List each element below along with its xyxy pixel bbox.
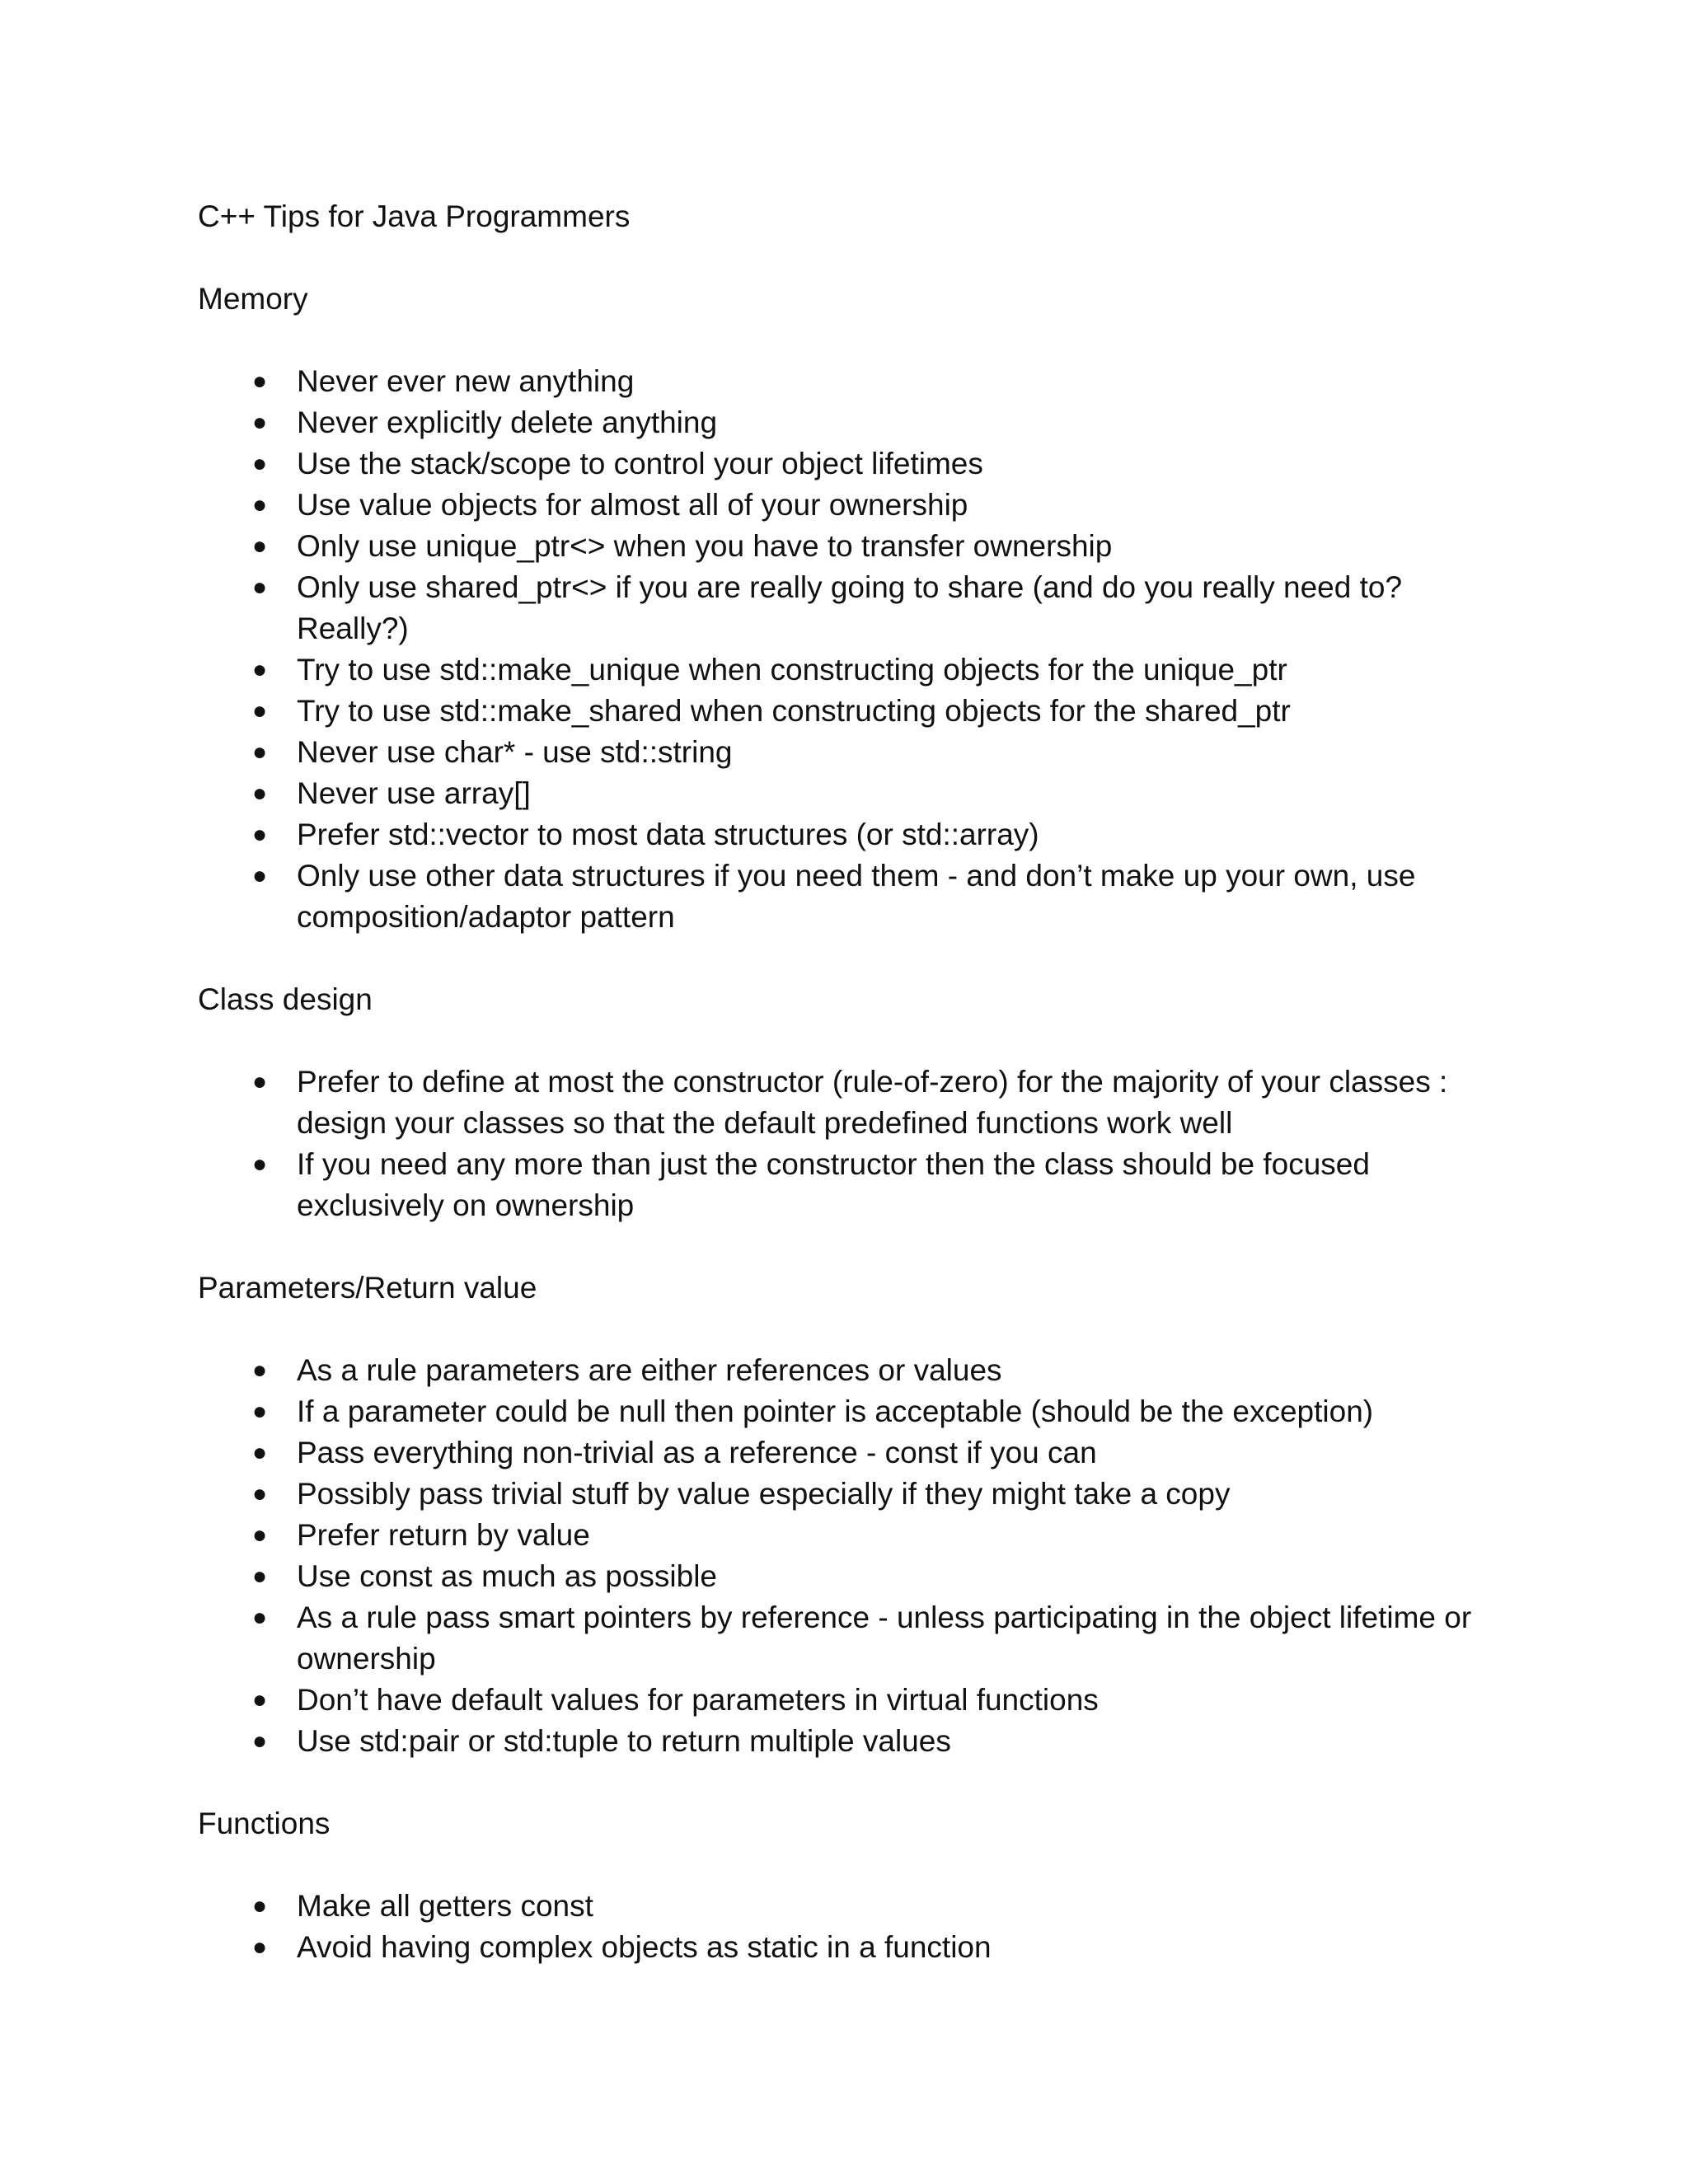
list-item (198, 1721, 1484, 1762)
bullet-icon: ● (251, 574, 268, 601)
bullet-icon: ● (251, 780, 268, 807)
list-item (198, 773, 1484, 814)
list-item (198, 814, 1484, 855)
list-item (198, 1144, 1484, 1226)
list-item-text: Make all getters const (297, 1889, 593, 1923)
list-item-text: Use value objects for almost all of your ownership (297, 488, 968, 522)
bullet-icon: ● (251, 697, 268, 724)
list-item-text: If a parameter could be null then pointer is acceptable (should be the exception) (297, 1394, 1374, 1428)
list-item (198, 1474, 1484, 1515)
bullet-icon: ● (251, 821, 268, 848)
list-item-text: Avoid having complex objects as static in a function (297, 1930, 992, 1964)
list-item-text: As a rule parameters are either references or values (297, 1353, 1002, 1387)
list-item-text: Prefer to define at most the constructor (rule-of-zero) for the majority of your classes : design your classes so that the default predefined functions work well (297, 1065, 1448, 1140)
bullet-list (198, 1350, 1484, 1762)
list-item-text: Use std:pair or std:tuple to return multiple values (297, 1724, 951, 1758)
list-item (198, 649, 1484, 691)
list-item-text: Only use shared_ptr<> if you are really going to share (and do you really need to? Really?) (297, 570, 1403, 645)
bullet-icon: ● (251, 1357, 268, 1384)
bullet-icon: ● (251, 1686, 268, 1713)
bullet-list (198, 1886, 1484, 1968)
bullet-icon: ● (251, 1480, 268, 1507)
bullet-icon: ● (251, 532, 268, 560)
list-item-text: Prefer std::vector to most data structures (or std::array) (297, 818, 1039, 851)
section-class-design (198, 979, 1484, 1226)
bullet-icon: ● (251, 1563, 268, 1590)
list-item-text: As a rule pass smart pointers by reference - unless participating in the object lifetime or ownership (297, 1601, 1472, 1675)
list-item (198, 1597, 1484, 1680)
list-item-text: Don’t have default values for parameters in virtual functions (297, 1683, 1099, 1717)
list-item (198, 1391, 1484, 1432)
bullet-icon: ● (251, 862, 268, 889)
bullet-icon: ● (251, 738, 268, 766)
list-item-text: Use const as much as possible (297, 1559, 718, 1593)
bullet-icon: ● (251, 1439, 268, 1466)
bullet-icon: ● (251, 409, 268, 436)
bullet-icon: ● (251, 491, 268, 518)
document-page (198, 196, 1484, 2009)
section-heading: Memory (198, 282, 308, 316)
bullet-list (198, 1062, 1484, 1226)
list-item (198, 567, 1484, 649)
section-heading: Parameters/Return value (198, 1271, 537, 1305)
list-item-text: Only use other data structures if you need them - and don’t make up your own, use composition/adaptor pattern (297, 859, 1416, 934)
bullet-icon: ● (251, 1151, 268, 1178)
list-item (198, 443, 1484, 485)
list-item-text: Pass everything non-trivial as a reference - const if you can (297, 1436, 1097, 1469)
list-item (198, 1927, 1484, 1968)
list-item (198, 1062, 1484, 1144)
bullet-icon: ● (251, 1398, 268, 1425)
list-item (198, 485, 1484, 526)
list-item (198, 361, 1484, 402)
bullet-icon: ● (251, 1068, 268, 1095)
list-item (198, 1556, 1484, 1597)
list-item (198, 691, 1484, 732)
list-item (198, 526, 1484, 567)
list-item-text: Never ever new anything (297, 364, 635, 398)
list-item-text: Never use char* - use std::string (297, 735, 733, 769)
list-item (198, 402, 1484, 443)
bullet-list (198, 361, 1484, 938)
bullet-icon: ● (251, 1892, 268, 1919)
list-item-text: Never explicitly delete anything (297, 405, 718, 439)
list-item-text: Use the stack/scope to control your object lifetimes (297, 447, 983, 480)
list-item-text: Prefer return by value (297, 1518, 590, 1552)
list-item (198, 1886, 1484, 1927)
list-item (198, 1680, 1484, 1721)
list-item (198, 1515, 1484, 1556)
section-memory (198, 279, 1484, 938)
bullet-icon: ● (251, 450, 268, 477)
section-functions (198, 1803, 1484, 1968)
bullet-icon: ● (251, 1727, 268, 1755)
list-item (198, 1350, 1484, 1391)
bullet-icon: ● (251, 1521, 268, 1549)
list-item-text: Only use unique_ptr<> when you have to transfer ownership (297, 529, 1113, 563)
list-item-text: Never use array[] (297, 776, 531, 810)
document-title: C++ Tips for Java Programmers (198, 199, 631, 233)
list-item-text: Try to use std::make_shared when constructing objects for the shared_ptr (297, 694, 1291, 728)
list-item (198, 855, 1484, 938)
section-heading: Class design (198, 982, 373, 1016)
list-item-text: If you need any more than just the constructor then the class should be focused exclusively on ownership (297, 1147, 1370, 1222)
bullet-icon: ● (251, 368, 268, 395)
bullet-icon: ● (251, 1604, 268, 1631)
bullet-icon: ● (251, 1933, 268, 1961)
list-item-text: Try to use std::make_unique when constructing objects for the unique_ptr (297, 653, 1287, 687)
section-heading: Functions (198, 1807, 331, 1840)
list-item-text: Possibly pass trivial stuff by value especially if they might take a copy (297, 1477, 1231, 1511)
section-parameters-return-value (198, 1268, 1484, 1762)
list-item (198, 732, 1484, 773)
bullet-icon: ● (251, 656, 268, 683)
list-item (198, 1432, 1484, 1474)
